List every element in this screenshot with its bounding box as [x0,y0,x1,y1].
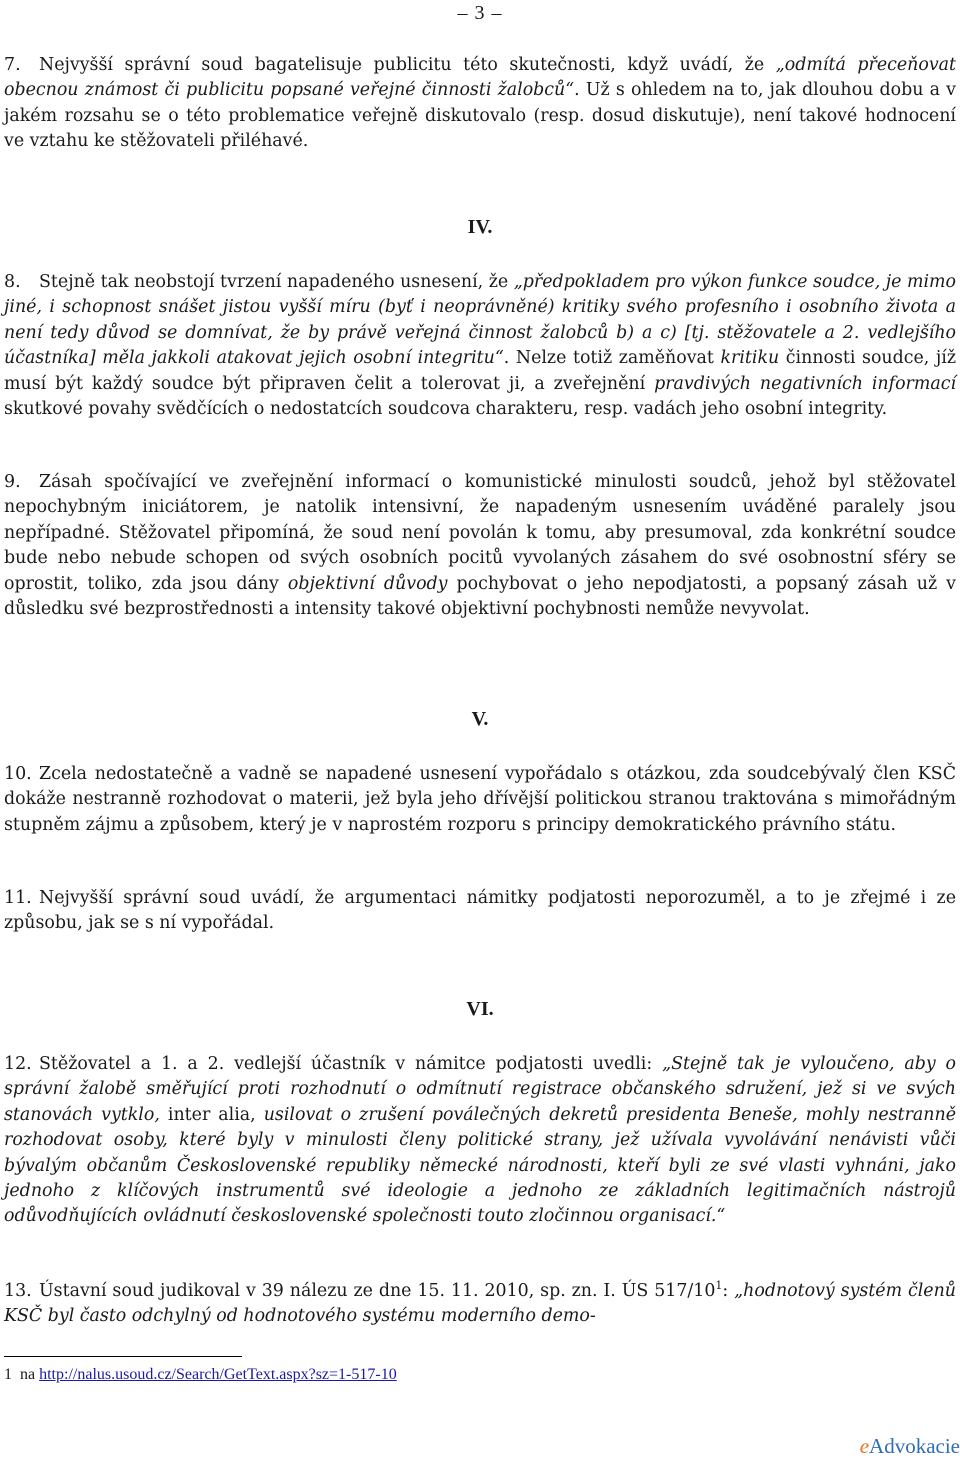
footnote-divider [4,1356,242,1357]
footnote-number: 1 [4,1366,12,1383]
footnote: 1 na http://nalus.usoud.cz/Search/GetText.aspx?sz=1-517-10 [4,1366,397,1383]
paragraph-number: 8. [4,272,21,292]
paragraph-9: 9. Zásah spočívající ve zveřejnění informací o komunistické minulosti soudců, jehož byl stěžovatel nepochybným iniciátorem, je natolik intensivní, že napadeným usnesením uváděné paralely jsou nepřípadné. Stěžovatel připomíná, že soud není povolán k tomu, aby presumoval, zda konkrétní soudce bude nebo nebude schopen od svých osobních pocitů vyvolaných zásahem do své osobnostní sféry se oprostit, toliko, zda jsou dány objektivní důvody pochybovat o jeho nepodjatosti, a popsaný zásah už v důsledku své bezprostřednosti a intensity takové objektivní pochybnosti nemůže nevyvolat. [4,472,956,620]
paragraph-7: 7. Nejvyšší správní soud bagatelisuje publicitu této skutečnosti, když uvádí, že „odmítá přeceňovat obecnou známost či publicitu popsané veřejné činnosti žalobců“. Už s ohledem na to, jak dlouhou dobu a v jakém rozsahu se o této problematice veřejně diskutovalo (resp. dosud diskutuje), není takové hodnocení ve vztahu ke stěžovateli přiléhavé. [4,55,957,152]
paragraph-number: 7. [4,55,21,75]
paragraph-13: 13. Ústavní soud judikoval v 39 nálezu ze dne 15. 11. 2010, sp. zn. I. ÚS $517/10^1$: „hodnotový systém členů KSČ byl často odchylný od hodnotového systému moderního demo- [4,1279,956,1327]
paragraph-11: 11. Nejvyšší správní soud uvádí, že argumentaci námitky podjatosti neporozuměl, a to je zřejmé i ze způsobu, jak se s ní vypořádal. [4,888,956,934]
footnote-ref[interactable]: 1 [715,1279,723,1293]
section-heading-vi: VI. [466,998,494,1020]
section-heading-v: V. [471,708,489,730]
paragraph-number: 9. [4,472,21,492]
paragraph-number: 10. [4,764,32,784]
paragraph-number: 12. [4,1054,32,1074]
paragraph-10: 10. Zcela nedostatečně a vadně se napadené usnesení vypořádalo s otázkou, zda soudcebývalý člen KSČ dokáže nestranně rozhodovat o materii, jež byla jeho dřívější politickou stranou traktována s mimořádným stupněm zájmu a způsobem, který je v naprostém rozporu s principy demokratického právního státu. [4,764,956,835]
paragraph-8: 8. Stejně tak neobstojí tvrzení napadeného usnesení, že „předpokladem pro výkon funkce soudce, je mimo jiné, i schopnost snášet jistou vyšší míru (byť i neoprávněné) kritiky svého profesního i osobního života a není tedy důvod se domnívat, že by právě veřejná činnost žalobců b) a c) [tj. stěžovatele a 2. vedlejšího účastníka] měla jakkoli atakovat jejich osobní integritu“. Nelze totiž zaměňovat kritiku činnosti soudce, jíž musí být každý soudce být připraven čelit a tolerovat ji, a zveřejnění pravdivých negativních informací skutkové povahy svědčících o nedostatcích soudcova charakteru, resp. vadách jeho osobní integrity. [4,272,957,420]
footnote-link[interactable]: http://nalus.usoud.cz/Search/GetText.aspx?sz=1-517-10 [39,1366,397,1383]
paragraph-12: 12. Stěžovatel a 1. a 2. vedlejší účastník v námitce podjatosti uvedli: „Stejně tak je vyloučeno, aby o správní žalobě směřující proti rozhodnutí o odmítnutí registrace občanského sdružení, jež si ve svých stanovách vytklo, inter alia, usilovat o zrušení poválečných dekretů presidenta Beneše, mohly nestranně rozhodovat osoby, které byly v minulosti členy politické strany, jež užívala vyvolávání nenávisti vůči bývalým občanům Československé republiky německé národnosti, kteří byli ze své vlasti vyhnáni, jako jednoho z klíčových instrumentů své ideologie a jednoho ze základních legitimačních nástrojů odůvodňujících ovládnutí československé společnosti touto zločinnou organisací.“ [4,1054,956,1227]
page-number: – 3 – [457,2,503,24]
paragraph-number: 11. [4,888,32,908]
section-heading-iv: IV. [467,216,493,238]
eadvokacie-logo: eAdvokacie [859,1434,960,1458]
paragraph-number: 13. [4,1281,32,1301]
